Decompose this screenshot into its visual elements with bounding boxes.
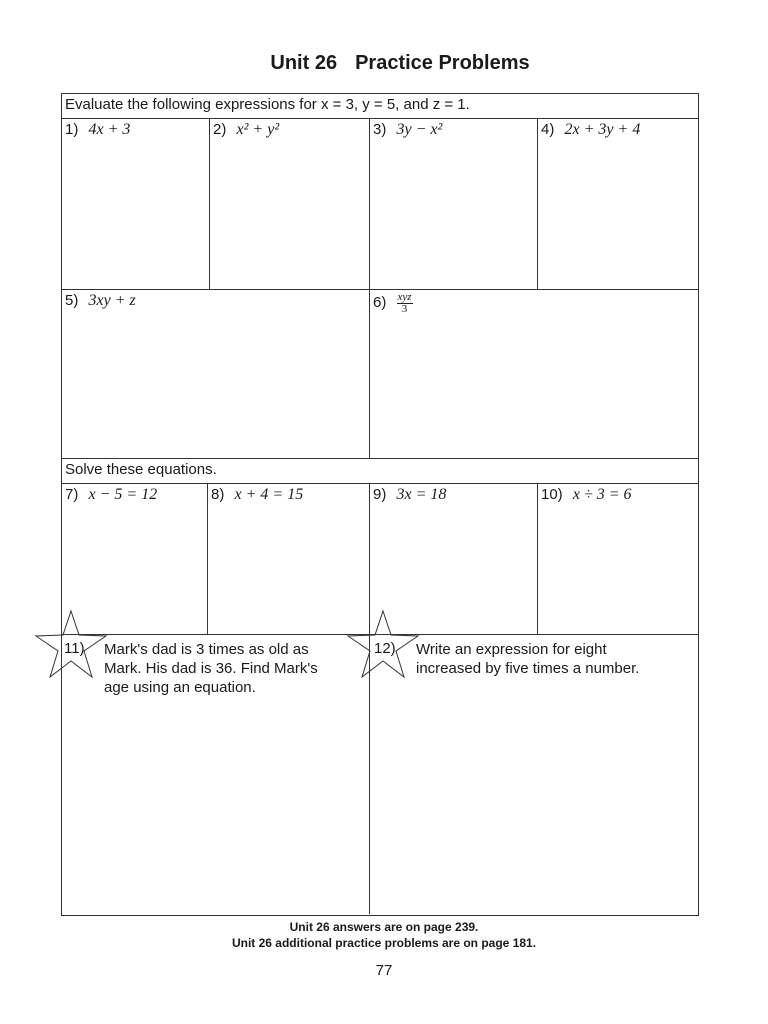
word-problem-line: Mark. His dad is 36. Find Mark's <box>104 660 318 677</box>
problem-10 <box>538 484 698 634</box>
word-problem-text <box>104 640 318 697</box>
instruction-row-solve <box>62 459 698 484</box>
footer-additional-note: Unit 26 additional practice problems are on page 181. <box>231 936 537 950</box>
fraction-numerator: xyz <box>397 291 412 303</box>
instruction-evaluate: Evaluate the following expressions for x = 3, y = 5, and z = 1. <box>65 96 470 113</box>
problem-number: 9) <box>373 486 387 503</box>
problem-3 <box>370 119 538 289</box>
word-problem-line: increased by five times a number. <box>416 660 640 677</box>
problem-number: 7) <box>65 486 79 503</box>
problem-number: 11) <box>64 640 85 657</box>
title-main: Practice Problems <box>355 52 530 74</box>
word-problem-text <box>416 640 639 678</box>
problem-expression: 3y − x² <box>396 121 443 138</box>
problem-row-11-12 <box>62 635 698 914</box>
problem-number: 3) <box>373 121 387 138</box>
problem-2 <box>210 119 370 289</box>
problem-expression: 4x + 3 <box>88 121 131 138</box>
instruction-row-evaluate <box>62 94 698 119</box>
problem-expression: x − 5 = 12 <box>88 486 158 503</box>
fraction-denominator: 3 <box>401 303 408 315</box>
problem-expression: x² + y² <box>236 121 280 138</box>
problem-number: 8) <box>211 486 225 503</box>
problem-expression: x + 4 = 15 <box>234 486 304 503</box>
problem-6 <box>370 290 698 458</box>
problem-expression: 2x + 3y + 4 <box>564 121 641 138</box>
problem-number: 12) <box>374 640 396 657</box>
problem-number: 1) <box>65 121 79 138</box>
problem-number: 6) <box>373 294 387 312</box>
problem-1 <box>62 119 210 289</box>
word-problem-line: Write an expression for eight <box>416 641 607 658</box>
problem-12 <box>370 635 698 914</box>
title-unit: Unit 26 <box>270 52 338 74</box>
problem-expression: 3x = 18 <box>396 486 447 503</box>
problem-number: 4) <box>541 121 555 138</box>
fraction-expression <box>397 292 413 315</box>
problem-grid <box>61 93 699 916</box>
problem-row-5-6 <box>62 290 698 459</box>
problem-expression: 3xy + z <box>88 292 136 309</box>
problem-number: 5) <box>65 292 79 309</box>
problem-11 <box>62 635 370 914</box>
problem-5 <box>62 290 370 458</box>
problem-4 <box>538 119 698 289</box>
word-problem-line: age using an equation. <box>104 679 256 696</box>
problem-number: 10) <box>541 486 563 503</box>
problem-expression: x ÷ 3 = 6 <box>572 486 632 503</box>
page-title <box>0 52 768 75</box>
instruction-solve: Solve these equations. <box>65 461 217 478</box>
problem-number: 2) <box>213 121 227 138</box>
word-problem-line: Mark's dad is 3 times as old as <box>104 641 309 658</box>
page-number: 77 <box>375 962 393 979</box>
footer-answers-note: Unit 26 answers are on page 239. <box>289 920 479 934</box>
problem-row-1-4 <box>62 119 698 290</box>
